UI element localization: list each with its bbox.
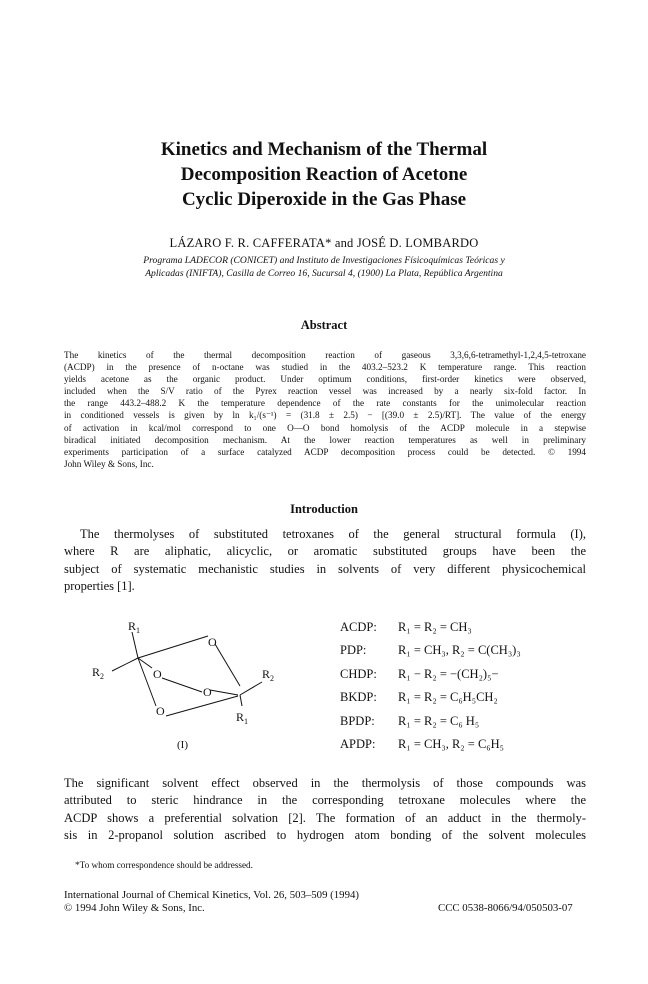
tetroxane-structure-diagram — [90, 618, 280, 758]
body-line: attributed to steric hindrance in the corresponding tetroxane molecules where the — [64, 793, 586, 808]
article-title — [60, 137, 588, 212]
oxygen-atom-1: O — [208, 635, 217, 649]
oxygen-atom-2: O — [153, 667, 162, 681]
compound-abbr: BPDP: — [340, 713, 375, 728]
body-line: The significant solvent effect observed in the thermolysis of those compounds was — [64, 776, 586, 790]
tetroxane-structure-svg — [90, 618, 280, 758]
abstract-text — [64, 349, 586, 470]
oxygen-atom-3: O — [203, 685, 212, 699]
introduction-heading: Introduction — [290, 502, 358, 516]
introduction-text — [64, 526, 586, 596]
abstract-line: The kinetics of the thermal decomposition reaction of gaseous 3,3,6,6-tetramethyl-1,2,4,5-tetroxane — [64, 350, 586, 360]
oxygen-atom-4: O — [156, 704, 165, 718]
journal-line-1: International Journal of Chemical Kinetics, Vol. 26, 503–509 (1994) — [64, 889, 359, 901]
compound-abbr: ACDP: — [340, 620, 377, 634]
compound-abbr: CHDP: — [340, 666, 377, 681]
body-paragraph — [64, 775, 586, 845]
compound-abbr: BKDP: — [340, 690, 377, 705]
journal-citation — [64, 889, 359, 915]
structure-label: (I) — [177, 739, 188, 751]
compound-definition: R₁ = CH₃, R₂ = C₆H₅ — [398, 736, 505, 751]
author-list: LÁZARO F. R. CAFFERATA* and JOSÉ D. LOMBARDO — [169, 236, 479, 250]
intro-line: properties [1]. — [64, 579, 135, 594]
substituent-r1-top: $R_1$ — [128, 619, 141, 635]
intro-line: The thermolyses of substituted tetroxanes of the general structural formula (I), — [80, 527, 586, 541]
abstract-line: biradical initiated decomposition mechanism. At the lower reaction temperatures as well in preliminary — [64, 434, 586, 445]
abstract-heading: Abstract — [300, 318, 348, 332]
title-line-3: Cyclic Diperoxide in the Gas Phase — [181, 189, 467, 210]
abstract-line: experiments participation of a surface catalyzed ACDP decomposition process could be detected. © 1994 — [64, 446, 586, 457]
substituent-r2-right: $R_2$ — [262, 667, 275, 683]
body-line: ACDP shows a preferential solvation [2]. The formation of an adduct in the thermoly- — [64, 810, 586, 825]
abstract-line: included when the S/V ratio of the Pyrex reaction vessel was increased by a nearly six-fold factor. In — [64, 386, 586, 397]
compound-definition: R₁ = R₂ = C₆ H₅ — [398, 713, 480, 728]
title-line-2: Decomposition Reaction of Acetone — [180, 164, 468, 185]
abstract-line: John Wiley & Sons, Inc. — [64, 458, 154, 469]
intro-line: subject of systematic mechanistic studies in solvents of very different physicochemical — [64, 561, 586, 576]
abstract-line: the range 443.2–488.2 K the temperature dependence of the rate constants for the unimolecular reaction — [64, 398, 586, 409]
compound-definition: R₁ = R₂ = C₆H₅CH₂ — [398, 690, 498, 705]
intro-line: where R are aliphatic, alicyclic, or aromatic substituted groups have been the — [64, 544, 586, 559]
compound-definition: R₁ = R₂ = CH₃ — [398, 620, 472, 634]
substituent-r2-left: $R_2$ — [92, 665, 105, 681]
compound-definition: R₁ − R₂ = −(CH₂)₅− — [398, 666, 499, 681]
affiliation-line-2: Aplicadas (INIFTA), Casilla de Correo 16, Sucursal 4, (1900) La Plata, República Argentina — [145, 268, 503, 279]
affiliation-line-1: Programa LADECOR (CONICET) and Instituto de Investigaciones Físicoquímicas Teóricas y — [143, 255, 505, 266]
body-line: sis in 2-propanol solution ascribed to hydrogen atom bonding of the solvent molecules — [64, 828, 586, 843]
ccc-code: CCC 0538-8066/94/050503-07 — [438, 902, 573, 914]
title-line-1: Kinetics and Mechanism of the Thermal — [160, 139, 488, 160]
abstract-line: in conditioned vessels is given by ln k₁/(s⁻¹) = (31.8 ± 2.5) − [(39.0 ± 2.5)/RT]. The value of the energy — [64, 410, 586, 421]
compound-abbr: PDP: — [340, 643, 367, 658]
compound-definition: R₁ = CH₃, R₂ = C(CH₃)₃ — [398, 643, 521, 658]
abstract-line: yields acetone as the organic product. Under optimum conditions, first-order kinetics were observed, — [64, 374, 586, 385]
abstract-line: of activation in kcal/mol correspond to one O—O bond homolysis of the ACDP molecule in a stepwise — [64, 422, 586, 433]
affiliation — [70, 254, 578, 280]
compound-abbr: APDP: — [340, 736, 376, 751]
journal-line-2: © 1994 John Wiley & Sons, Inc. — [64, 902, 205, 914]
correspondence-footnote: *To whom correspondence should be addressed. — [75, 860, 253, 870]
abstract-line: (ACDP) in the presence of n-octane was studied in the 403.2–523.2 K temperature range. This reaction — [64, 362, 586, 373]
substituent-r1-bottom: $R_1$ — [236, 710, 249, 726]
